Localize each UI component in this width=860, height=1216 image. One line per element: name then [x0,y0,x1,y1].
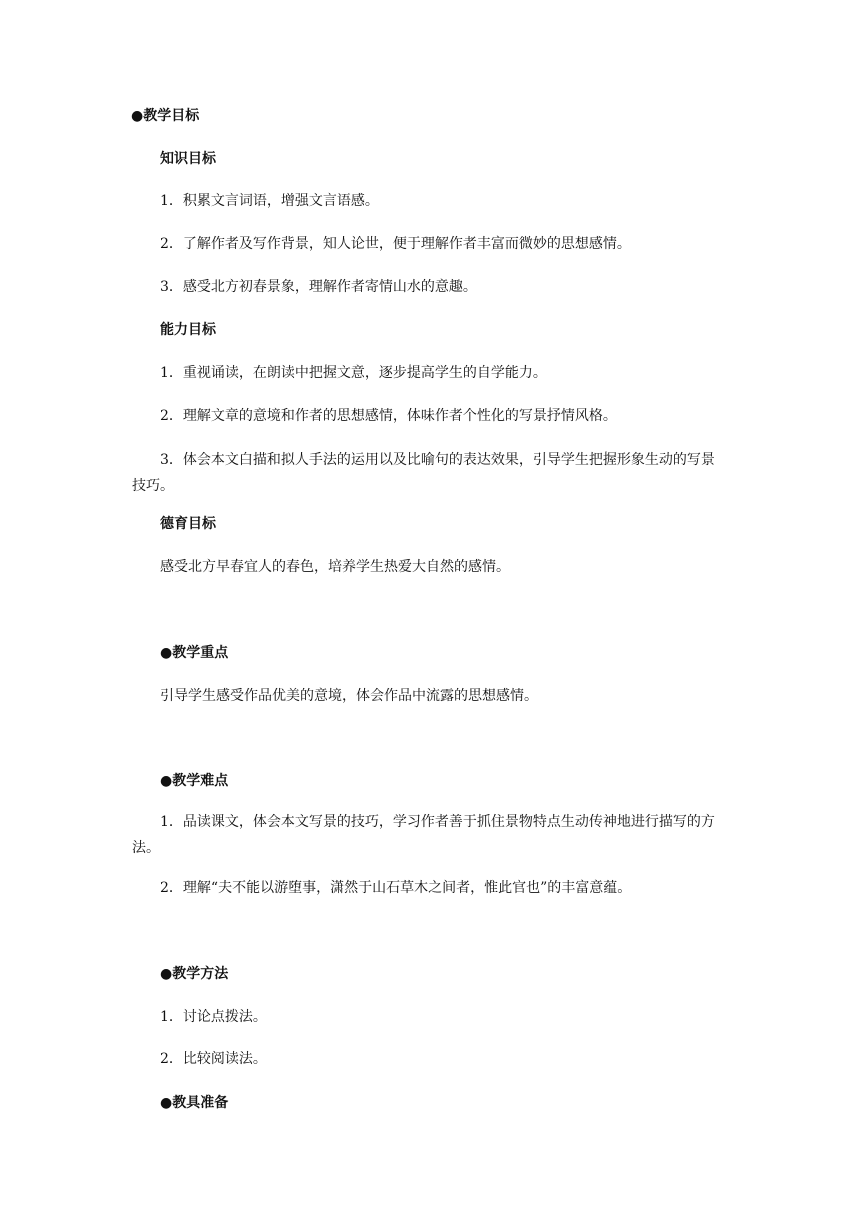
knowledge-item-3: 3．感受北方初春景象，理解作者寄情山水的意趣。 [160,279,477,295]
section-heading-methods: ●教学方法 [160,966,229,982]
section-heading-tools: ●教具准备 [160,1095,229,1111]
subheading-moral: 德育目标 [160,516,216,532]
difficulty-item-1: 1．品读课文，体会本文写景的技巧，学习作者善于抓住景物特点生动传神地进行描写的方法。 [132,814,715,856]
ability-item-1: 1．重视诵读，在朗读中把握文意，逐步提高学生的自学能力。 [160,365,547,381]
focus-text: 引导学生感受作品优美的意境，体会作品中流露的思想感情。 [160,688,538,704]
methods-item-1: 1．讨论点拨法。 [160,1009,267,1025]
subheading-ability: 能力目标 [160,322,216,338]
difficulty-item-2: 2．理解“夫不能以游堕事，潇然于山石草木之间者，惟此官也”的丰富意蕴。 [160,880,632,896]
moral-text: 感受北方早春宜人的春色，培养学生热爱大自然的感情。 [160,559,510,575]
section-heading-difficulty: ●教学难点 [160,773,229,789]
section-heading-focus: ●教学重点 [160,645,229,661]
knowledge-item-2: 2．了解作者及写作背景，知人论世，便于理解作者丰富而微妙的思想感情。 [160,236,631,252]
methods-item-2: 2．比较阅读法。 [160,1051,267,1067]
section-heading-objectives: ●教学目标 [131,108,200,124]
ability-item-3: 3．体会本文白描和拟人手法的运用以及比喻句的表达效果，引导学生把握形象生动的写景技巧。 [132,452,715,494]
knowledge-item-1: 1．积累文言词语，增强文言语感。 [160,193,379,209]
subheading-knowledge: 知识目标 [160,151,216,167]
ability-item-2: 2．理解文章的意境和作者的思想感情，体味作者个性化的写景抒情风格。 [160,408,617,424]
